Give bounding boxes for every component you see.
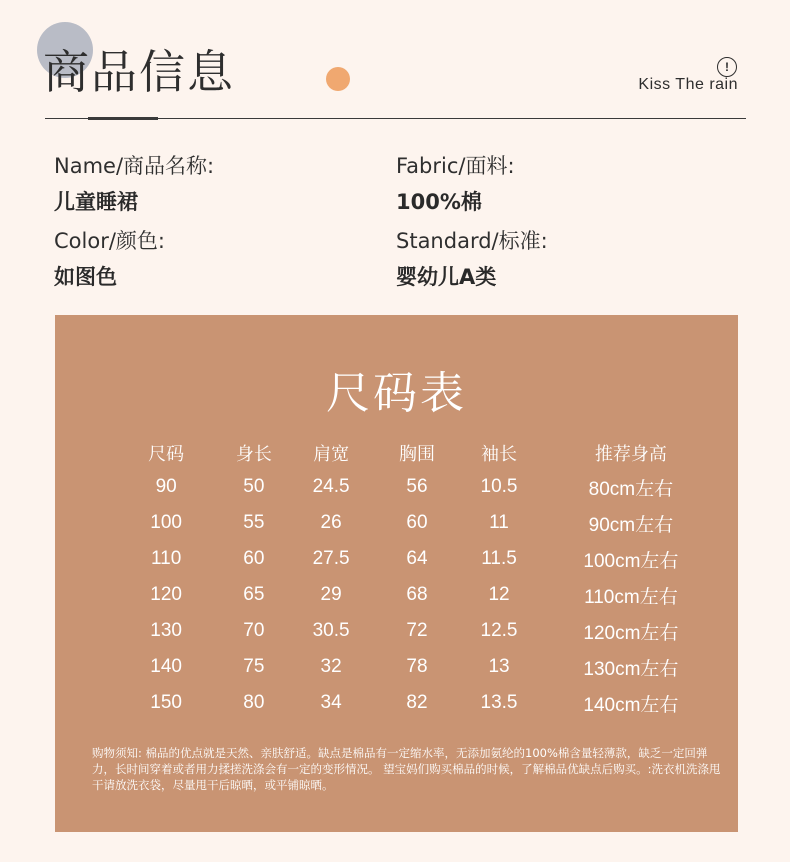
table-cell: 110cm左右 xyxy=(584,586,678,608)
spec-standard xyxy=(396,225,548,291)
table-cell: 12.5 xyxy=(480,620,518,641)
table-cell: 120cm左右 xyxy=(583,622,679,644)
table-cell: 110 xyxy=(150,548,182,569)
table-cell: 130 xyxy=(150,620,182,641)
table-cell: 64 xyxy=(406,548,428,569)
table-cell: 150 xyxy=(150,692,182,713)
spec-value: 100%棉 xyxy=(396,190,482,214)
column-header: 袖长 xyxy=(481,444,518,465)
table-cell: 12 xyxy=(488,584,510,605)
table-cell: 65 xyxy=(243,584,265,605)
spec-name xyxy=(54,150,214,216)
table-cell: 60 xyxy=(243,548,265,569)
table-cell: 34 xyxy=(320,692,342,713)
size-table xyxy=(127,437,738,721)
column-header: 尺码 xyxy=(148,444,185,465)
table-cell: 26 xyxy=(320,512,342,533)
table-cell: 55 xyxy=(243,512,265,533)
table-cell: 32 xyxy=(320,656,342,677)
table-cell: 100cm左右 xyxy=(583,550,679,572)
column-header: 肩宽 xyxy=(313,444,350,465)
table-row xyxy=(127,649,738,685)
spec-fabric xyxy=(396,150,515,216)
header xyxy=(0,0,790,125)
column-header: 推荐身高 xyxy=(594,444,667,465)
table-cell: 75 xyxy=(243,656,265,677)
table-row xyxy=(127,469,738,505)
table-cell: 82 xyxy=(406,692,428,713)
spec-value: 如图色 xyxy=(54,265,117,289)
table-cell: 60 xyxy=(406,512,428,533)
column-header: 胸围 xyxy=(398,444,435,465)
table-cell: 80 xyxy=(243,692,265,713)
page-title: 商品信息 xyxy=(43,45,235,99)
table-cell: 30.5 xyxy=(312,620,350,641)
table-cell: 13 xyxy=(488,656,510,677)
table-row xyxy=(127,613,738,649)
spec-color xyxy=(54,225,165,291)
table-cell: 140cm左右 xyxy=(583,694,679,716)
decorative-circle-orange xyxy=(326,67,350,91)
table-cell: 13.5 xyxy=(480,692,518,713)
table-cell: 27.5 xyxy=(312,548,350,569)
table-cell: 140 xyxy=(150,656,182,677)
size-chart-panel xyxy=(55,315,738,832)
table-cell: 90 xyxy=(155,476,177,497)
table-cell: 80cm左右 xyxy=(588,478,674,500)
info-icon: ! xyxy=(717,57,737,77)
spec-label: Standard/标准: xyxy=(396,229,548,253)
table-row xyxy=(127,541,738,577)
table-row xyxy=(127,505,738,541)
table-header-row xyxy=(127,437,738,469)
table-cell: 24.5 xyxy=(312,476,350,497)
table-cell: 10.5 xyxy=(480,476,518,497)
table-cell: 11 xyxy=(489,512,509,533)
spec-label: Name/商品名称: xyxy=(54,154,215,178)
header-divider-accent xyxy=(88,117,158,120)
table-cell: 72 xyxy=(406,620,428,641)
table-cell: 11.5 xyxy=(481,548,517,569)
table-cell: 29 xyxy=(320,584,342,605)
column-header: 身长 xyxy=(235,444,272,465)
table-cell: 68 xyxy=(406,584,428,605)
table-cell: 56 xyxy=(406,476,428,497)
table-cell: 70 xyxy=(243,620,265,641)
table-row xyxy=(127,577,738,613)
spec-label: Color/颜色: xyxy=(54,229,165,253)
spec-value: 婴幼儿A类 xyxy=(396,265,497,289)
table-row xyxy=(127,685,738,721)
table-cell: 90cm左右 xyxy=(588,514,674,536)
spec-label: Fabric/面料: xyxy=(396,154,515,178)
shopping-notice: 购物须知: 棉品的优点就是天然、亲肤舒适。缺点是棉品有一定缩水率，无添加氨纶的100%棉含量轻薄款，缺乏一定回弹力，长时间穿着或者用力揉搓洗涤会有一定的变形情况。 望宝妈们购买棉品的时候，了解棉品优缺点后购买。:洗衣机洗涤甩干请放洗衣袋，尽量甩干后晾晒，或平铺晾晒。 xyxy=(92,746,721,792)
table-cell: 120 xyxy=(150,584,182,605)
table-cell: 78 xyxy=(406,656,428,677)
brand-name: Kiss The rain xyxy=(638,76,738,93)
table-cell: 130cm左右 xyxy=(583,658,679,680)
size-chart-title: 尺码表 xyxy=(326,368,467,419)
table-cell: 100 xyxy=(150,512,182,533)
table-cell: 50 xyxy=(243,476,265,497)
spec-value: 儿童睡裙 xyxy=(54,190,138,214)
